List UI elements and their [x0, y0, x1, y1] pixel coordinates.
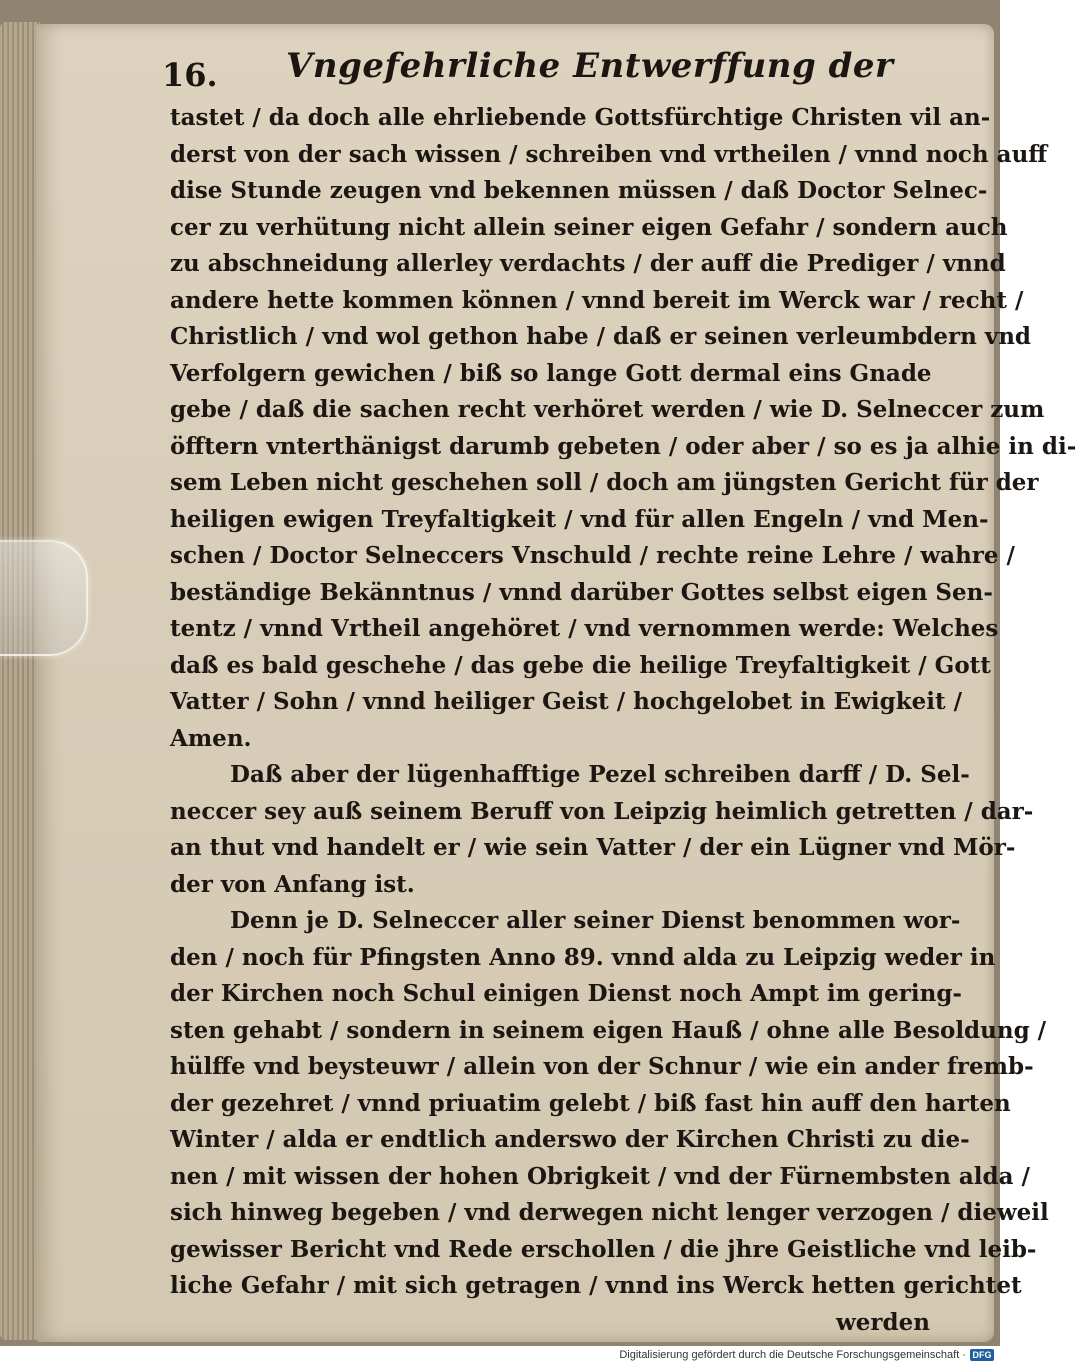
text-line: liche Gefahr / mit sich getragen / vnnd ins Werck hetten gerichtet — [170, 1272, 1022, 1299]
text-line: den / noch für Pfingsten Anno 89. vnnd alda zu Leipzig weder in — [170, 943, 996, 971]
text-line: derst von der sach wissen / schreiben vnd vrtheilen / vnnd noch auff — [170, 140, 1048, 168]
running-title: Vngefehrliche Entwerffung der — [286, 46, 894, 86]
text-line: cer zu verhütung nicht allein seiner eigen Gefahr / sondern auch — [170, 213, 1008, 241]
page-number: 16. — [162, 56, 218, 94]
text-line: sem Leben nicht geschehen soll / doch am jüngsten Gericht für der — [170, 469, 1039, 496]
digitization-credit: Digitalisierung gefördert durch die Deutsche Forschungsgemeinschaft · — [619, 1349, 966, 1361]
page-holder-clip — [0, 540, 88, 656]
text-line: an thut vnd handelt er / wie sein Vatter / der ein Lügner vnd Mör- — [170, 834, 1016, 861]
text-line: zu abschneidung allerley verdachts / der auff die Prediger / vnnd — [170, 250, 1006, 277]
text-line: neccer sey auß seinem Beruff von Leipzig heimlich getretten / dar- — [170, 797, 1034, 825]
text-line: beständige Bekänntnus / vnnd darüber Gottes selbst eigen Sen- — [170, 578, 993, 606]
text-line: Amen. — [170, 724, 252, 752]
text-line: Verfolgern gewichen / biß so lange Gott dermal eins Gnade — [170, 359, 932, 387]
text-line: tastet / da doch alle ehrliebende Gottsfürchtige Christen vil an- — [170, 104, 991, 131]
body-text — [170, 100, 1076, 1341]
text-line: sich hinweg begeben / vnd derwegen nicht lenger verzogen / dieweil — [170, 1199, 1049, 1226]
text-line: der gezehret / vnnd priuatim gelebt / biß fast hin auff den harten — [170, 1089, 1011, 1117]
text-line: schen / Doctor Selneccers Vnschuld / rechte reine Lehre / wahre / — [170, 542, 1015, 569]
text-line: andere hette kommen können / vnnd bereit im Werck war / recht / — [170, 286, 1024, 314]
text-line: Vatter / Sohn / vnnd heiliger Geist / hochgelobet in Ewigkeit / — [170, 688, 963, 715]
text-line: sten gehabt / sondern in seinem eigen Hauß / ohne alle Besoldung / — [170, 1016, 1047, 1044]
text-line: Denn je D. Selneccer aller seiner Dienst benommen wor- — [230, 907, 961, 934]
text-line: dise Stunde zeugen vnd bekennen müssen / daß Doctor Selnec- — [170, 177, 988, 204]
text-line: Daß aber der lügenhafftige Pezel schreiben darff / D. Sel- — [230, 761, 970, 788]
dfg-logo: DFG — [970, 1349, 994, 1361]
text-line: nen / mit wissen der hohen Obrigkeit / vnd der Fürnembsten alda / — [170, 1162, 1030, 1190]
catchword: werden — [836, 1308, 930, 1336]
text-line: heiligen ewigen Treyfaltigkeit / vnd für allen Engeln / vnd Men- — [170, 505, 989, 533]
text-line: der Kirchen noch Schul einigen Dienst noch Ampt im gering- — [170, 980, 962, 1007]
text-line: Christlich / vnd wol gethon habe / daß er seinen verleumbdern vnd — [170, 323, 1032, 350]
text-line: hülffe vnd beysteuwr / allein von der Schnur / wie ein ander fremb- — [170, 1053, 1034, 1080]
text-line: daß es bald geschehe / das gebe die heilige Treyfaltigkeit / Gott — [170, 651, 991, 679]
text-line: gebe / daß die sachen recht verhöret werden / wie D. Selneccer zum — [170, 396, 1045, 423]
text-line: Winter / alda er endtlich anderswo der Kirchen Christi zu die- — [170, 1126, 970, 1153]
text-line: gewisser Bericht vnd Rede erschollen / die jhre Geistliche vnd leib- — [170, 1235, 1037, 1263]
page-header — [162, 42, 894, 98]
digitization-credit-bar — [0, 1346, 1000, 1364]
text-line: der von Anfang ist. — [170, 870, 415, 898]
text-line: tentz / vnnd Vrtheil angehöret / vnd vernommen werde: Welches — [170, 615, 999, 642]
text-line: öfftern vnterthänigst darumb gebeten / oder aber / so es ja alhie in di- — [170, 432, 1076, 460]
book-page-edges — [0, 22, 40, 1340]
